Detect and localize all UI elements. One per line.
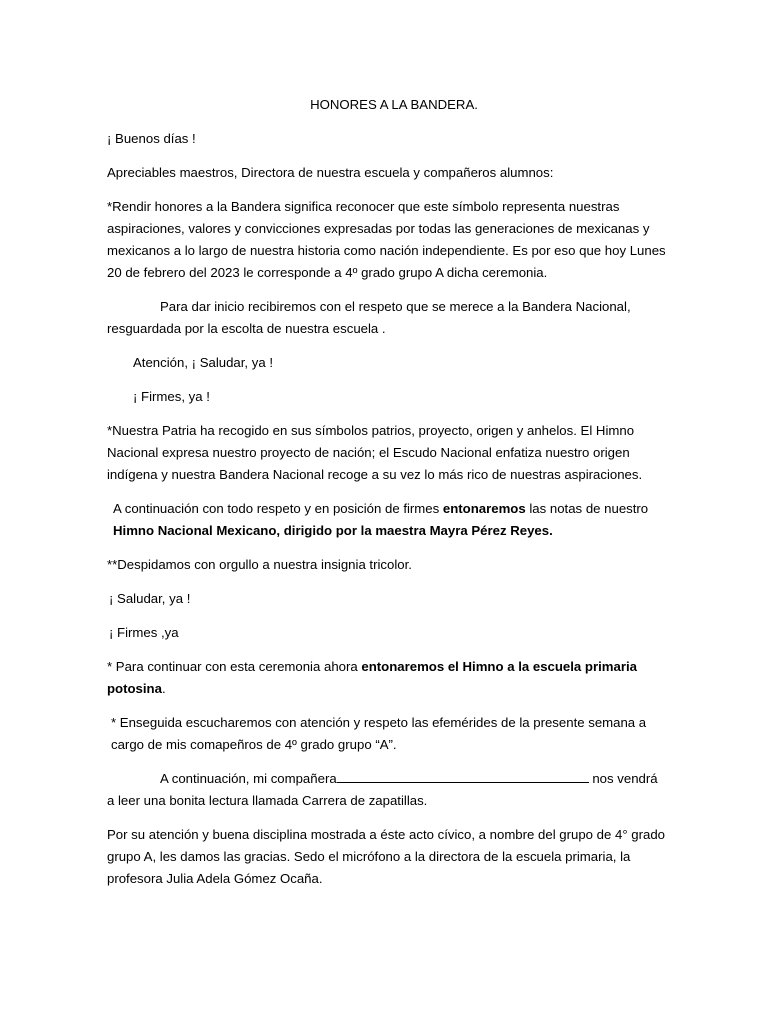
paragraph-ephemerides: * Enseguida escucharemos con atención y respeto las efemérides de la presente semana a cargo de mis comapeñros de 4º grado grupo “A”. [111, 715, 647, 752]
school-hymn-text-a: * Para continuar con esta ceremonia ahora [107, 659, 362, 674]
paragraph-farewell: **Despidamos con orgullo a nuestra insignia tricolor. [107, 557, 412, 572]
document-page [107, 94, 667, 902]
paragraph-reading [107, 768, 667, 812]
paragraph-flag-meaning: *Rendir honores a la Bandera significa reconocer que este símbolo representa nuestras aspiraciones, valores y convicciones expresadas por todas las generaciones de mexicanas y mexicanos a lo largo de nuestra historia como nación independiente. Es por eso que hoy Lunes 20 de febrero del 2023 le corresponde a 4º grado grupo A dicha ceremonia. [107, 199, 666, 280]
command-attention: ¡ Firmes, ya ! [133, 389, 210, 404]
anthem-text-b: entonaremos [442, 501, 526, 516]
salutation: Apreciables maestros, Directora de nuestra escuela y compañeros alumnos: [107, 165, 554, 180]
paragraph-closing: Por su atención y buena disciplina mostrada a éste acto cívico, a nombre del grupo de 4° grado grupo A, les damos las gracias. Sedo el micrófono a la directora de la escuela primaria, la profesora Julia Adela Gómez Ocaña. [107, 827, 666, 886]
document-title: HONORES A LA BANDERA. [310, 97, 478, 112]
paragraph-school-hymn [107, 656, 667, 700]
reading-text-b: nos vendrá a leer una bonita lectura llamada Carrera de zapatillas. [107, 771, 658, 808]
name-blank-line [337, 768, 589, 783]
paragraph-national-symbols: *Nuestra Patria ha recogido en sus símbolos patrios, proyecto, origen y anhelos. El Himno Nacional expresa nuestro proyecto de nación; el Escudo Nacional enfatiza nuestro origen indígena y nuestra Bandera Nacional recoge a su vez lo más rico de nuestras aspiraciones. [107, 423, 643, 482]
command-salute-2: ¡ Saludar, ya ! [109, 591, 191, 606]
command-salute: Atención, ¡ Saludar, ya ! [133, 355, 274, 370]
paragraph-start: Para dar inicio recibiremos con el respeto que se merece a la Bandera Nacional, resguardada por la escolta de nuestra escuela . [107, 299, 631, 336]
anthem-text-a: A continuación con todo respeto y en posición de firmes [113, 501, 443, 516]
school-hymn-text-c: . [161, 681, 166, 696]
command-attention-2: ¡ Firmes ,ya [109, 625, 179, 640]
anthem-text-c: las notas de nuestro [525, 501, 649, 516]
greeting: ¡ Buenos días ! [107, 131, 196, 146]
school-hymn-text-b: entonaremos el Himno a la escuela primaria potosina [107, 659, 637, 696]
paragraph-anthem [107, 498, 667, 542]
anthem-text-d: Himno Nacional Mexicano, dirigido por la maestra Mayra Pérez Reyes. [113, 523, 553, 538]
reading-text-a: A continuación, mi compañera [160, 771, 337, 786]
